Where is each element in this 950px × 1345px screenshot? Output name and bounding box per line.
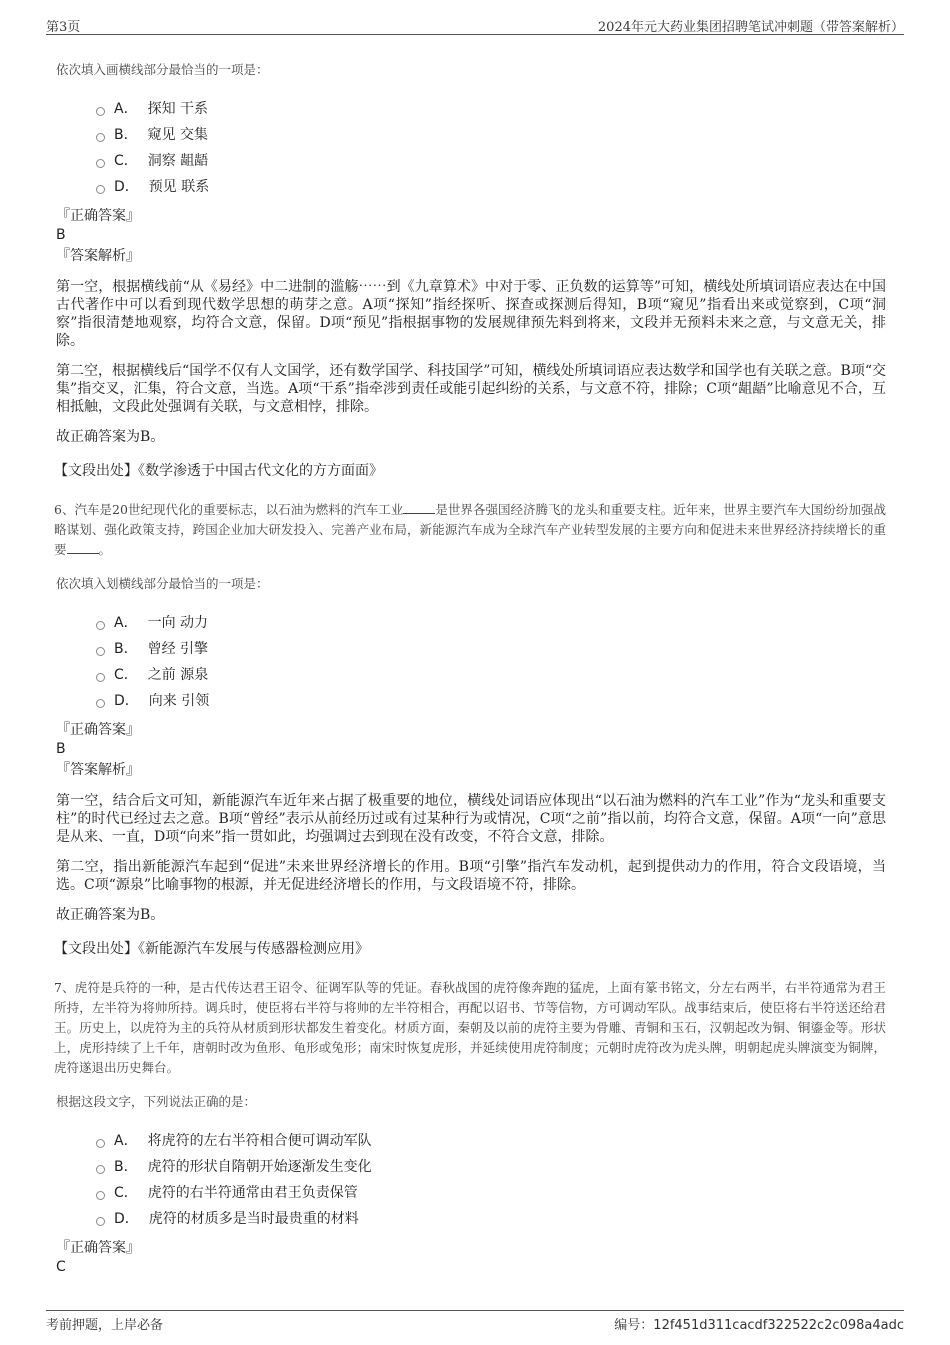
question-5 (56, 60, 886, 480)
option-list (96, 610, 886, 714)
option-letter: C． (114, 667, 138, 683)
option-text: 洞察 龃龉 (147, 153, 209, 169)
option-letter: B． (114, 1159, 138, 1175)
option-letter: B． (114, 641, 138, 657)
option-a[interactable] (96, 610, 886, 636)
question-prompt: 依次填入划横线部分最恰当的一项是： (56, 576, 269, 591)
option-text: 窥见 交集 (147, 127, 209, 143)
radio-icon[interactable] (96, 185, 105, 194)
document-id-value: 12f451d311cacdf322522c2c098a4adc (653, 1318, 904, 1333)
radio-icon[interactable] (96, 159, 105, 168)
blank-line (403, 501, 435, 514)
option-c[interactable] (96, 1180, 886, 1206)
option-letter: D． (114, 693, 139, 709)
radio-icon[interactable] (96, 107, 105, 116)
option-c[interactable] (96, 148, 886, 174)
page-number: 第3页 (46, 20, 81, 35)
radio-icon[interactable] (96, 621, 105, 630)
radio-icon[interactable] (96, 1217, 105, 1226)
option-letter: A． (114, 1133, 138, 1149)
radio-icon[interactable] (96, 647, 105, 656)
source-citation: 【文段出处】《数学渗透于中国古代文化的方方面面》 (54, 463, 383, 479)
radio-icon[interactable] (96, 673, 105, 682)
question-7 (56, 978, 886, 1276)
question-prompt: 依次填入画横线部分最恰当的一项是： (56, 62, 269, 77)
option-letter: A． (114, 101, 138, 117)
question-6 (56, 500, 886, 958)
page-content (56, 60, 886, 1278)
option-a[interactable] (96, 96, 886, 122)
correct-answer: C (56, 1259, 66, 1275)
option-letter: D． (114, 1211, 139, 1227)
option-text: 将虎符的左右半符相合便可调动军队 (147, 1133, 372, 1149)
correct-answer: B (56, 227, 66, 243)
conclusion: 故正确答案为B。 (56, 429, 165, 445)
option-letter: C． (114, 153, 138, 169)
analysis-paragraph: 第一空，根据横线前“从《易经》中二进制的滥觞⋯⋯到《九章算术》中对于零、正负数的运算等”可知，横线处所填词语应表达在中国古代著作中可以看到现代数学思想的萌芽之意。A项“探知”指经探听、探查或探测后得知，B项“窥见”指看出来或觉察到，C项“洞察”指很清楚地观察，均符合文意，保留。D项“预见”指根据事物的发展规律预先料到将来，文段并无预料未来之意，与文意无关，排除。 (56, 279, 886, 349)
stem-part: 是世界各强国经济腾飞的龙头和重要支柱。近年来，世界主要汽车大国纷纷加强战略谋划、强化政策支持，跨国企业加大研发投入、完善产业布局，新能源汽车成为全球汽车产业转型发展的主要方向和促进未来世界经济持续增长的重要 (54, 502, 886, 557)
answer-label: 『正确答案』 (56, 208, 140, 224)
radio-icon[interactable] (96, 133, 105, 142)
stem-part: 。 (98, 542, 112, 557)
conclusion: 故正确答案为B。 (56, 907, 165, 923)
option-list (96, 1128, 886, 1232)
option-letter: B． (114, 127, 138, 143)
option-list (96, 96, 886, 200)
blank-line (67, 541, 99, 554)
option-text: 之前 源泉 (147, 667, 209, 683)
option-b[interactable] (96, 1154, 886, 1180)
question-stem: 7、虎符是兵符的一种，是古代传达君王诏令、征调军队等的凭证。春秋战国的虎符像奔跑的猛虎，上面有篆书铭文，分左右两半，右半符通常为君王所持，左半符为将帅所持。调兵时，使臣将右半符与将帅的左半符相合，再配以诏书、节等信物，方可调动军队。战事结束后，使臣将右半符送还给君王。历史上，以虎符为主的兵符从材质到形状都发生着变化。材质方面，秦朝及以前的虎符主要为骨雕、青铜和玉石，汉朝起改为铜、铜鎏金等。形状上，虎形持续了上千年，唐朝时改为鱼形、龟形或兔形；南宋时恢复虎形，并延续使用虎符制度；元朝时虎符改为虎头牌，明朝起虎头牌演变为铜牌，虎符遂退出历史舞台。 (54, 980, 886, 1075)
analysis-paragraph: 第二空，根据横线后“国学不仅有人文国学，还有数学国学、科技国学”可知，横线处所填词语应表达数学和国学也有关联之意。B项“交集”指交叉，汇集，符合文意，当选。A项“干系”指牵涉到责任或能引起纠纷的关系，与文意不符，排除；C项“龃龉”比喻意见不合，互相抵触，文段此处强调有关联，与文意相悖，排除。 (56, 363, 886, 415)
option-d[interactable] (96, 688, 886, 714)
option-a[interactable] (96, 1128, 886, 1154)
option-text: 虎符的材质多是当时最贵重的材料 (148, 1211, 359, 1227)
page-header (46, 14, 904, 35)
document-title: 2024年元大药业集团招聘笔试冲刺题（带答案解析） (597, 20, 904, 35)
option-b[interactable] (96, 636, 886, 662)
option-text: 一向 动力 (147, 615, 209, 631)
option-c[interactable] (96, 662, 886, 688)
document-id (614, 1314, 904, 1333)
analysis-paragraph: 第二空，指出新能源汽车起到“促进”未来世界经济增长的作用。B项“引擎”指汽车发动机，起到提供动力的作用，符合文段语境，当选。C项“源泉”比喻事物的根源，并无促进经济增长的作用，与文段语境不符，排除。 (56, 859, 886, 893)
document-id-label: 编号： (614, 1318, 654, 1333)
page-footer (46, 1310, 904, 1331)
option-text: 曾经 引擎 (147, 641, 209, 657)
option-text: 向来 引领 (148, 693, 210, 709)
analysis-label: 『答案解析』 (56, 248, 140, 264)
option-d[interactable] (96, 1206, 886, 1232)
option-letter: D． (114, 179, 139, 195)
option-letter: A． (114, 615, 138, 631)
option-text: 虎符的右半符通常由君王负责保管 (147, 1185, 358, 1201)
analysis-label: 『答案解析』 (56, 762, 140, 778)
radio-icon[interactable] (96, 1165, 105, 1174)
option-text: 预见 联系 (148, 179, 210, 195)
radio-icon[interactable] (96, 699, 105, 708)
option-text: 探知 干系 (147, 101, 209, 117)
radio-icon[interactable] (96, 1191, 105, 1200)
source-citation: 【文段出处】《新能源汽车发展与传感器检测应用》 (54, 941, 369, 957)
footer-slogan: 考前押题，上岸必备 (46, 1318, 164, 1333)
option-text: 虎符的形状自隋朝开始逐渐发生变化 (147, 1159, 372, 1175)
option-b[interactable] (96, 122, 886, 148)
question-stem (54, 500, 886, 560)
option-d[interactable] (96, 174, 886, 200)
analysis-paragraph: 第一空，结合后文可知，新能源汽车近年来占据了极重要的地位，横线处词语应体现出“以石油为燃料的汽车工业”作为“龙头和重要支柱”的时代已经过去之意。B项“曾经”表示从前经历过或有过某种行为或情况，C项“之前”指以前，均符合文意，保留。A项“一向”意思是从来、一直，D项“向来”指一贯如此，均强调过去到现在没有改变，不符合文意，排除。 (56, 793, 886, 845)
answer-label: 『正确答案』 (56, 722, 140, 738)
answer-label: 『正确答案』 (56, 1240, 140, 1256)
stem-part: 6、汽车是20世纪现代化的重要标志，以石油为燃料的汽车工业 (54, 502, 404, 517)
radio-icon[interactable] (96, 1139, 105, 1148)
question-prompt: 根据这段文字，下列说法正确的是： (56, 1094, 257, 1109)
option-letter: C． (114, 1185, 138, 1201)
correct-answer: B (56, 741, 66, 757)
